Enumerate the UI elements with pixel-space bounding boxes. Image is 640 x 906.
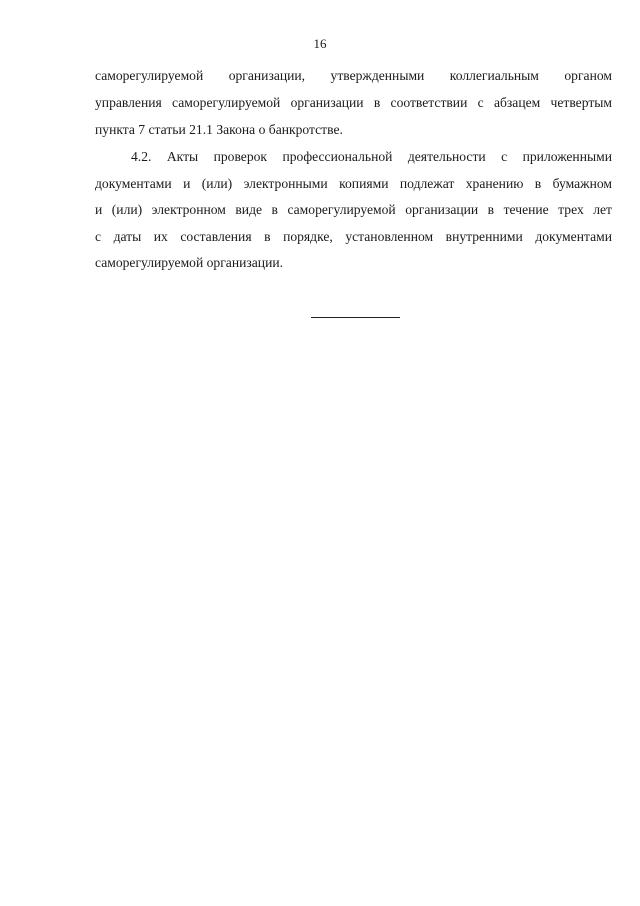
text-line: 4.2. Акты проверок профессиональной деятельности с приложенными: [131, 149, 612, 164]
page-number: 16: [313, 36, 327, 51]
text-line: саморегулируемой организации.: [95, 255, 284, 270]
text-line: пункта 7 статьи 21.1 Закона о банкротстве.: [95, 122, 343, 137]
text-line: саморегулируемой организации, утвержденными коллегиальным органом: [95, 68, 612, 83]
text-line: и (или) электронном виде в саморегулируемой организации в течение трех лет: [95, 202, 612, 217]
text-line: документами и (или) электронными копиями подлежат хранению в бумажном: [95, 176, 612, 191]
text-line: управления саморегулируемой организации в соответствии с абзацем четвертым: [95, 95, 612, 110]
text-line: с даты их составления в порядке, установленном внутренними документами: [95, 229, 612, 244]
end-of-document-separator: [311, 317, 400, 318]
